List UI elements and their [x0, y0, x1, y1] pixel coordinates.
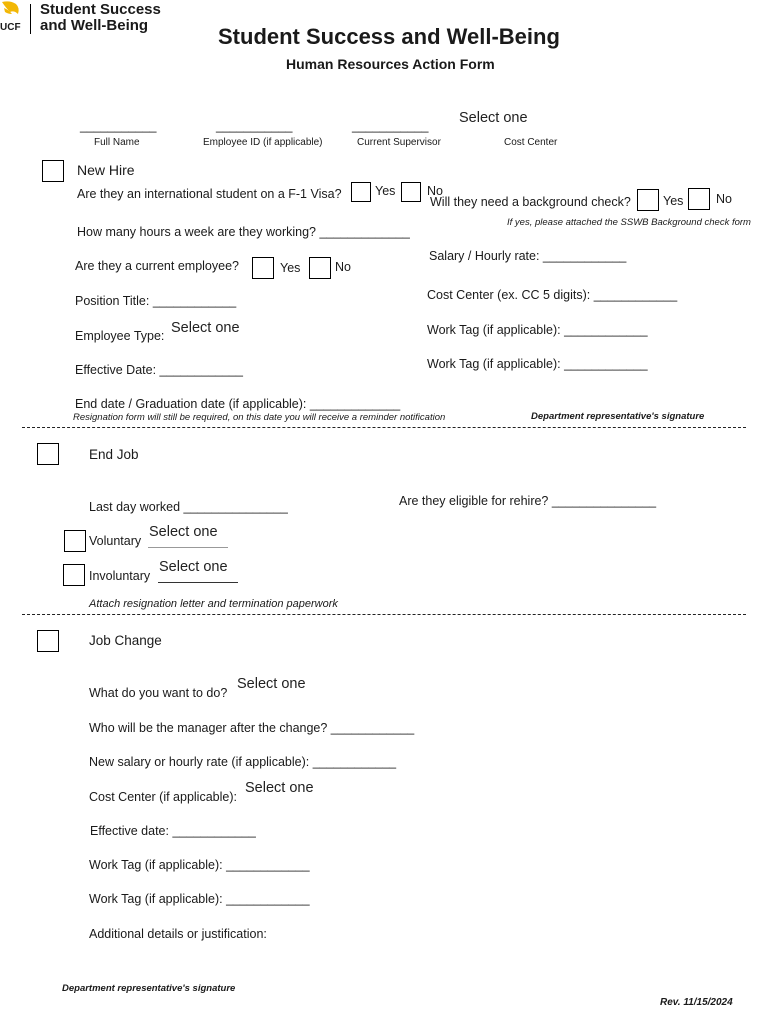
f1-yes-label: Yes — [375, 184, 396, 198]
end-job-label: End Job — [89, 447, 139, 462]
background-no-checkbox[interactable] — [688, 188, 710, 210]
voluntary-select[interactable]: Select one — [149, 524, 218, 540]
end-job-checkbox[interactable] — [37, 443, 59, 465]
new-hire-effective-date[interactable]: Effective Date: ____________ — [75, 363, 243, 377]
job-change-work-tag-1[interactable]: Work Tag (if applicable): ____________ — [89, 858, 310, 872]
additional-details-label: Additional details or justification: — [89, 927, 267, 941]
voluntary-checkbox[interactable] — [64, 530, 86, 552]
job-change-cost-center-select[interactable]: Select one — [245, 780, 314, 796]
what-to-do-label: What do you want to do? — [89, 686, 228, 700]
resignation-note: Resignation form will still be required, on this date you will receive a reminder notification — [73, 412, 446, 423]
supervisor-label: Current Supervisor — [357, 137, 441, 148]
new-hire-checkbox[interactable] — [42, 160, 64, 182]
new-hire-cost-center-field[interactable]: Cost Center (ex. CC 5 digits): ____________ — [427, 288, 678, 302]
manager-field[interactable]: Who will be the manager after the change? ____________ — [89, 721, 415, 735]
footer-dept-signature: Department representative's signature — [62, 983, 236, 994]
f1-yes-checkbox[interactable] — [351, 182, 371, 202]
background-no-label: No — [716, 192, 732, 206]
job-change-checkbox[interactable] — [37, 630, 59, 652]
current-employee-no-checkbox[interactable] — [309, 257, 331, 279]
what-to-do-select[interactable]: Select one — [237, 676, 306, 692]
salary-field[interactable]: Salary / Hourly rate: ____________ — [429, 249, 627, 263]
employee-type-label: Employee Type: — [75, 329, 165, 343]
employee-id-blank[interactable]: ___________ — [216, 119, 293, 133]
job-change-work-tag-2[interactable]: Work Tag (if applicable): ____________ — [89, 892, 310, 906]
attach-note: Attach resignation letter and termination paperwork — [89, 598, 338, 610]
job-change-label: Job Change — [89, 633, 162, 648]
new-hire-dept-signature: Department representative's signature — [531, 411, 705, 422]
current-employee-yes-label: Yes — [280, 261, 301, 275]
current-employee-no-label: No — [335, 260, 351, 274]
page-title: Student Success and Well-Being — [218, 24, 560, 49]
cost-center-select[interactable]: Select one — [459, 110, 528, 126]
logo-ucf-text: UCF — [0, 22, 21, 33]
background-check-question: Will they need a background check? — [430, 195, 631, 209]
involuntary-label: Involuntary — [89, 569, 151, 583]
supervisor-blank[interactable]: ___________ — [352, 119, 429, 133]
new-salary-field[interactable]: New salary or hourly rate (if applicable): ____________ — [89, 755, 397, 769]
involuntary-checkbox[interactable] — [63, 564, 85, 586]
job-change-cost-center-label: Cost Center (if applicable): — [89, 790, 237, 804]
logo-line-2: and Well-Being — [40, 17, 149, 34]
last-day-field[interactable]: Last day worked _______________ — [89, 500, 288, 514]
involuntary-select-underline — [158, 582, 238, 583]
background-yes-label: Yes — [663, 194, 684, 208]
section-divider — [22, 427, 746, 428]
f1-visa-question: Are they an international student on a F-1 Visa? — [77, 187, 342, 201]
rehire-field[interactable]: Are they eligible for rehire? _______________ — [399, 494, 657, 508]
job-change-effective-date[interactable]: Effective date: ____________ — [90, 824, 256, 838]
current-employee-question: Are they a current employee? — [75, 259, 239, 273]
f1-no-checkbox[interactable] — [401, 182, 421, 202]
background-yes-checkbox[interactable] — [637, 189, 659, 211]
voluntary-select-underline — [148, 547, 228, 548]
page-subtitle: Human Resources Action Form — [286, 56, 495, 72]
full-name-label: Full Name — [94, 137, 140, 148]
revision-date: Rev. 11/15/2024 — [660, 997, 733, 1008]
f1-no-label: No — [427, 184, 443, 198]
logo-line-1: Student Success — [40, 1, 161, 18]
hours-question[interactable]: How many hours a week are they working? _____________ — [77, 225, 410, 239]
end-date-field[interactable]: End date / Graduation date (if applicable): _____________ — [75, 397, 401, 411]
full-name-blank[interactable]: ___________ — [80, 119, 157, 133]
new-hire-label: New Hire — [77, 162, 135, 178]
cost-center-label: Cost Center — [504, 137, 558, 148]
position-title-field[interactable]: Position Title: ____________ — [75, 294, 237, 308]
section-divider — [22, 614, 746, 615]
current-employee-yes-checkbox[interactable] — [252, 257, 274, 279]
new-hire-work-tag-1[interactable]: Work Tag (if applicable): ____________ — [427, 323, 648, 337]
background-note: If yes, please attached the SSWB Background check form — [507, 217, 751, 228]
logo-separator — [30, 4, 31, 34]
voluntary-label: Voluntary — [89, 534, 142, 548]
employee-id-label: Employee ID (if applicable) — [203, 137, 323, 148]
new-hire-work-tag-2[interactable]: Work Tag (if applicable): ____________ — [427, 357, 648, 371]
involuntary-select[interactable]: Select one — [159, 559, 228, 575]
employee-type-select[interactable]: Select one — [171, 320, 240, 336]
